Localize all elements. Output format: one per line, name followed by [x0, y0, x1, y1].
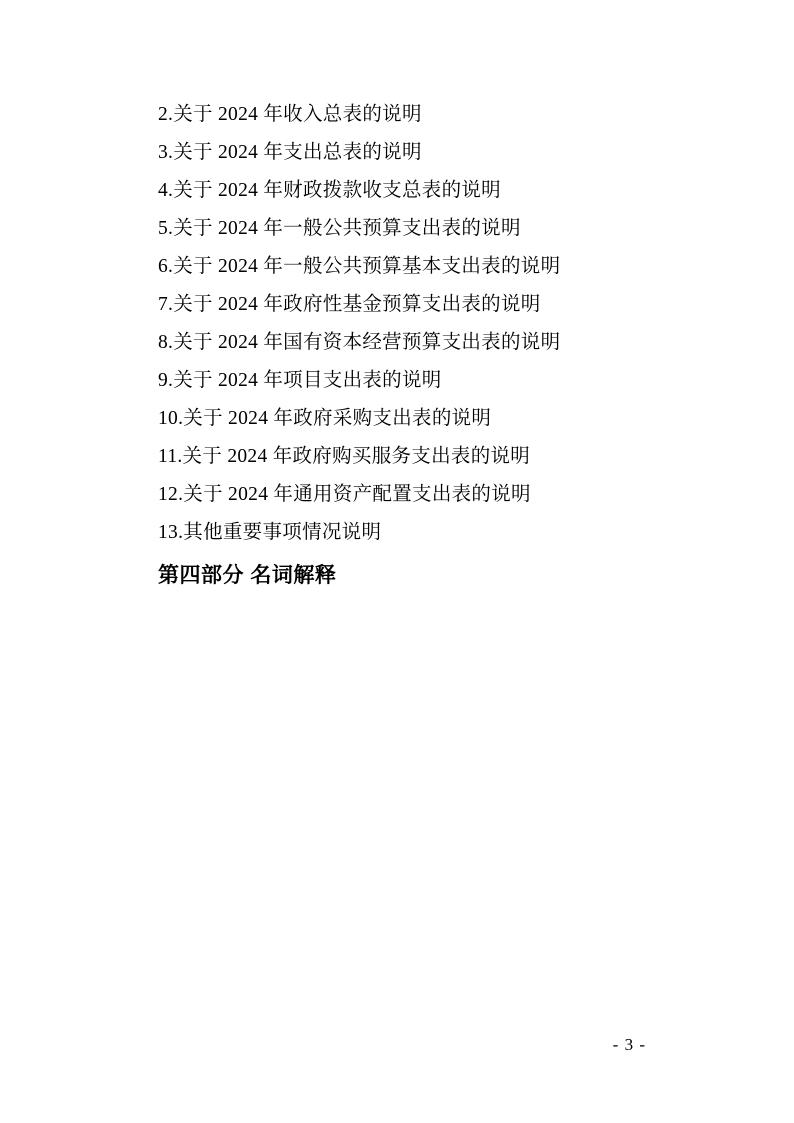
page-number: - 3 - — [612, 1035, 646, 1054]
list-item: 10.关于 2024 年政府采购支出表的说明 — [158, 408, 492, 429]
list-item: 9.关于 2024 年项目支出表的说明 — [158, 370, 442, 391]
section-heading: 第四部分 名词解释 — [158, 564, 337, 587]
list-item: 6.关于 2024 年一般公共预算基本支出表的说明 — [158, 256, 561, 277]
list-item: 13.其他重要事项情况说明 — [158, 522, 382, 543]
list-item: 8.关于 2024 年国有资本经营预算支出表的说明 — [158, 332, 561, 353]
table-of-contents — [158, 96, 638, 596]
list-item: 7.关于 2024 年政府性基金预算支出表的说明 — [158, 294, 541, 315]
list-item: 4.关于 2024 年财政拨款收支总表的说明 — [158, 180, 501, 201]
list-item: 12.关于 2024 年通用资产配置支出表的说明 — [158, 484, 531, 505]
list-item: 2.关于 2024 年收入总表的说明 — [158, 104, 422, 125]
list-item: 11.关于 2024 年政府购买服务支出表的说明 — [158, 446, 531, 467]
list-item: 5.关于 2024 年一般公共预算支出表的说明 — [158, 218, 521, 239]
list-item: 3.关于 2024 年支出总表的说明 — [158, 142, 422, 163]
